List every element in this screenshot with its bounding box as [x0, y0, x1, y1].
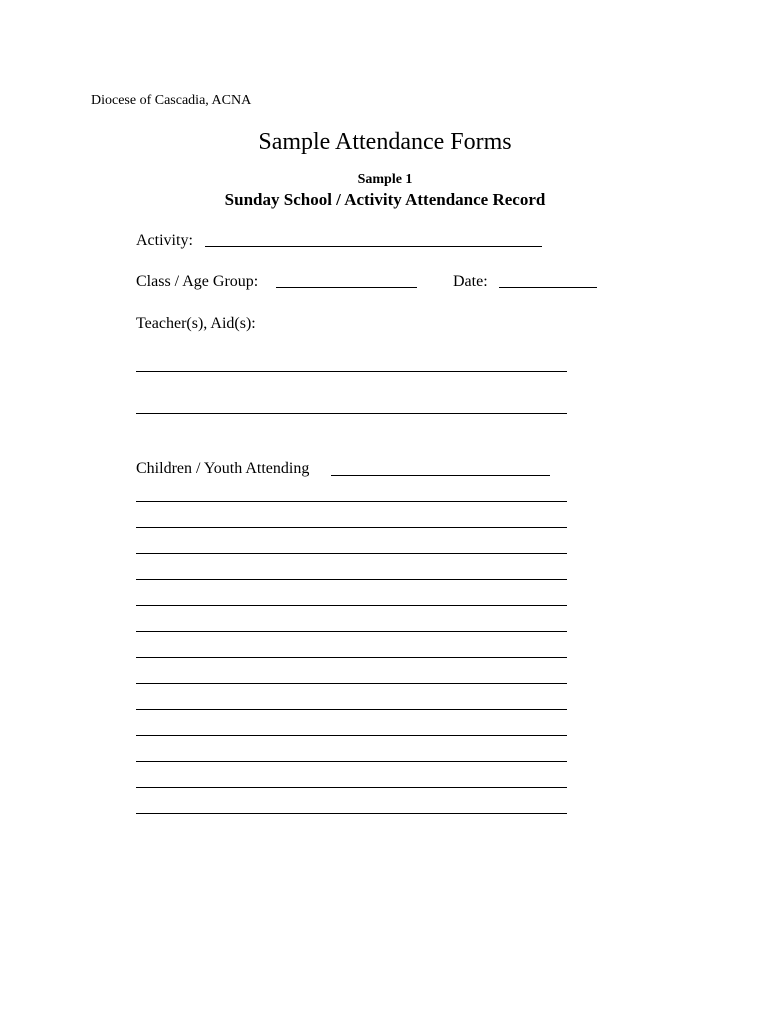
page-title: Sample Attendance Forms — [258, 129, 512, 155]
teacher-line[interactable] — [136, 371, 567, 372]
children-label: Children / Youth Attending — [136, 460, 310, 477]
organization-name: Diocese of Cascadia, ACNA — [91, 93, 252, 108]
child-line[interactable] — [136, 605, 567, 606]
child-line[interactable] — [136, 683, 567, 684]
class-age-group-label: Class / Age Group: — [136, 273, 259, 290]
child-line[interactable] — [136, 709, 567, 710]
teachers-label: Teacher(s), Aid(s): — [136, 315, 256, 332]
children-count-field[interactable] — [331, 475, 550, 476]
date-field[interactable] — [499, 287, 597, 288]
child-line[interactable] — [136, 657, 567, 658]
form-subtitle: Sunday School / Activity Attendance Record — [224, 190, 546, 209]
child-line[interactable] — [136, 553, 567, 554]
child-line[interactable] — [136, 787, 567, 788]
teacher-line[interactable] — [136, 413, 567, 414]
child-line[interactable] — [136, 735, 567, 736]
child-line[interactable] — [136, 631, 567, 632]
sample-label: Sample 1 — [357, 172, 413, 187]
child-line[interactable] — [136, 813, 567, 814]
class-age-group-field[interactable] — [276, 287, 417, 288]
child-line[interactable] — [136, 579, 567, 580]
child-line[interactable] — [136, 527, 567, 528]
date-label: Date: — [453, 273, 488, 290]
child-line[interactable] — [136, 761, 567, 762]
activity-label: Activity: — [136, 232, 193, 249]
activity-field[interactable] — [205, 246, 542, 247]
child-line[interactable] — [136, 501, 567, 502]
